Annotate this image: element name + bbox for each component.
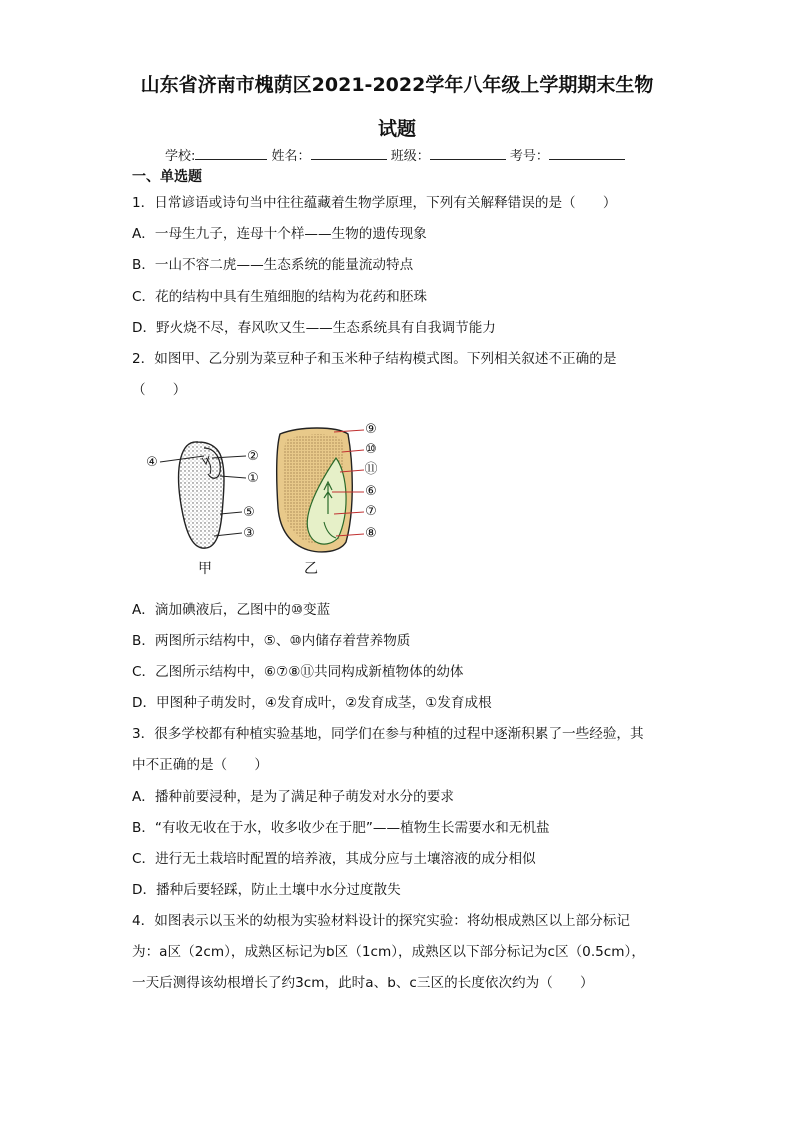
corn-marker-11: ⑪ bbox=[364, 462, 378, 477]
q2-option-a: A．滴加碘液后，乙图中的⑩变蓝 bbox=[132, 602, 331, 618]
q2-option-b: B．两图所示结构中，⑤、⑩内储存着营养物质 bbox=[132, 633, 411, 649]
q2-stem-line2: （ ） bbox=[132, 382, 187, 398]
corn-marker-6: ⑥ bbox=[365, 484, 377, 499]
q3-option-c: C．进行无土栽培时配置的培养液，其成分应与土壤溶液的成分相似 bbox=[132, 851, 536, 867]
bean-marker-4: ④ bbox=[146, 455, 158, 470]
q4-stem-line2: 为：a区（2cm），成熟区标记为b区（1cm），成熟区以下部分标记为c区（0.5cm）， bbox=[132, 944, 645, 960]
bean-marker-5: ⑤ bbox=[243, 505, 255, 520]
corn-seed-drawing bbox=[277, 428, 353, 552]
q1-stem: 1．日常谚语或诗句当中往往蕴藏着生物学原理，下列有关解释错误的是（ ） bbox=[132, 195, 617, 211]
exam-number-label: 考号： bbox=[509, 149, 549, 164]
q3-option-d: D．播种后要轻踩，防止土壤中水分过度散失 bbox=[132, 882, 401, 898]
student-info-row bbox=[165, 145, 625, 164]
exam-title-line2: 试题 bbox=[377, 118, 416, 140]
q3-option-b: B．“有收无收在于水，收多收少在于肥”——植物生长需要水和无机盐 bbox=[132, 820, 550, 836]
q1-option-b: B．一山不容二虎——生态系统的能量流动特点 bbox=[132, 257, 414, 273]
bean-marker-1: ① bbox=[247, 471, 259, 486]
corn-marker-7: ⑦ bbox=[365, 504, 377, 519]
q1-option-d: D．野火烧不尽，春风吹又生——生态系统具有自我调节能力 bbox=[132, 320, 496, 336]
exam-title-line1: 山东省济南市槐荫区2021-2022学年八年级上学期期末生物 bbox=[140, 74, 654, 96]
name-label: 姓名： bbox=[271, 149, 311, 164]
section-heading: 一、单选题 bbox=[132, 169, 202, 185]
seed-diagram-svg bbox=[140, 418, 390, 578]
school-label: 学校: bbox=[165, 149, 196, 164]
figure-label-jia: 甲 bbox=[198, 561, 212, 577]
exam-number-blank bbox=[549, 147, 625, 160]
class-blank bbox=[430, 147, 506, 160]
school-blank bbox=[195, 147, 267, 160]
q4-stem-line1: 4．如图表示以玉米的幼根为实验材料设计的探究实验：将幼根成熟区以上部分标记 bbox=[132, 913, 631, 929]
bean-marker-2: ② bbox=[247, 449, 259, 464]
q3-stem-line1: 3．很多学校都有种植实验基地，同学们在参与种植的过程中逐渐积累了一些经验，其 bbox=[132, 726, 644, 742]
corn-marker-8: ⑧ bbox=[365, 526, 377, 541]
q3-stem-line2: 中不正确的是（ ） bbox=[132, 757, 268, 773]
corn-marker-10: ⑩ bbox=[365, 442, 377, 457]
name-blank bbox=[311, 147, 387, 160]
corn-marker-9: ⑨ bbox=[365, 422, 377, 437]
figure-label-yi: 乙 bbox=[304, 561, 318, 577]
class-label: 班级： bbox=[390, 149, 430, 164]
q1-option-a: A．一母生九子，连母十个样——生物的遗传现象 bbox=[132, 226, 427, 242]
q1-option-c: C．花的结构中具有生殖细胞的结构为花药和胚珠 bbox=[132, 289, 427, 305]
bean-marker-3: ③ bbox=[243, 526, 255, 541]
q4-stem-line3: 一天后测得该幼根增长了约3cm，此时a、b、c三区的长度依次约为（ ） bbox=[132, 975, 594, 991]
q2-option-c: C．乙图所示结构中，⑥⑦⑧⑪共同构成新植物体的幼体 bbox=[132, 664, 464, 680]
q2-stem-line1: 2．如图甲、乙分别为菜豆种子和玉米种子结构模式图。下列相关叙述不正确的是 bbox=[132, 351, 617, 367]
seed-structure-figure bbox=[140, 418, 390, 578]
q3-option-a: A．播种前要浸种，是为了满足种子萌发对水分的要求 bbox=[132, 789, 454, 805]
q2-option-d: D．甲图种子萌发时，④发育成叶，②发育成茎，①发育成根 bbox=[132, 695, 492, 711]
